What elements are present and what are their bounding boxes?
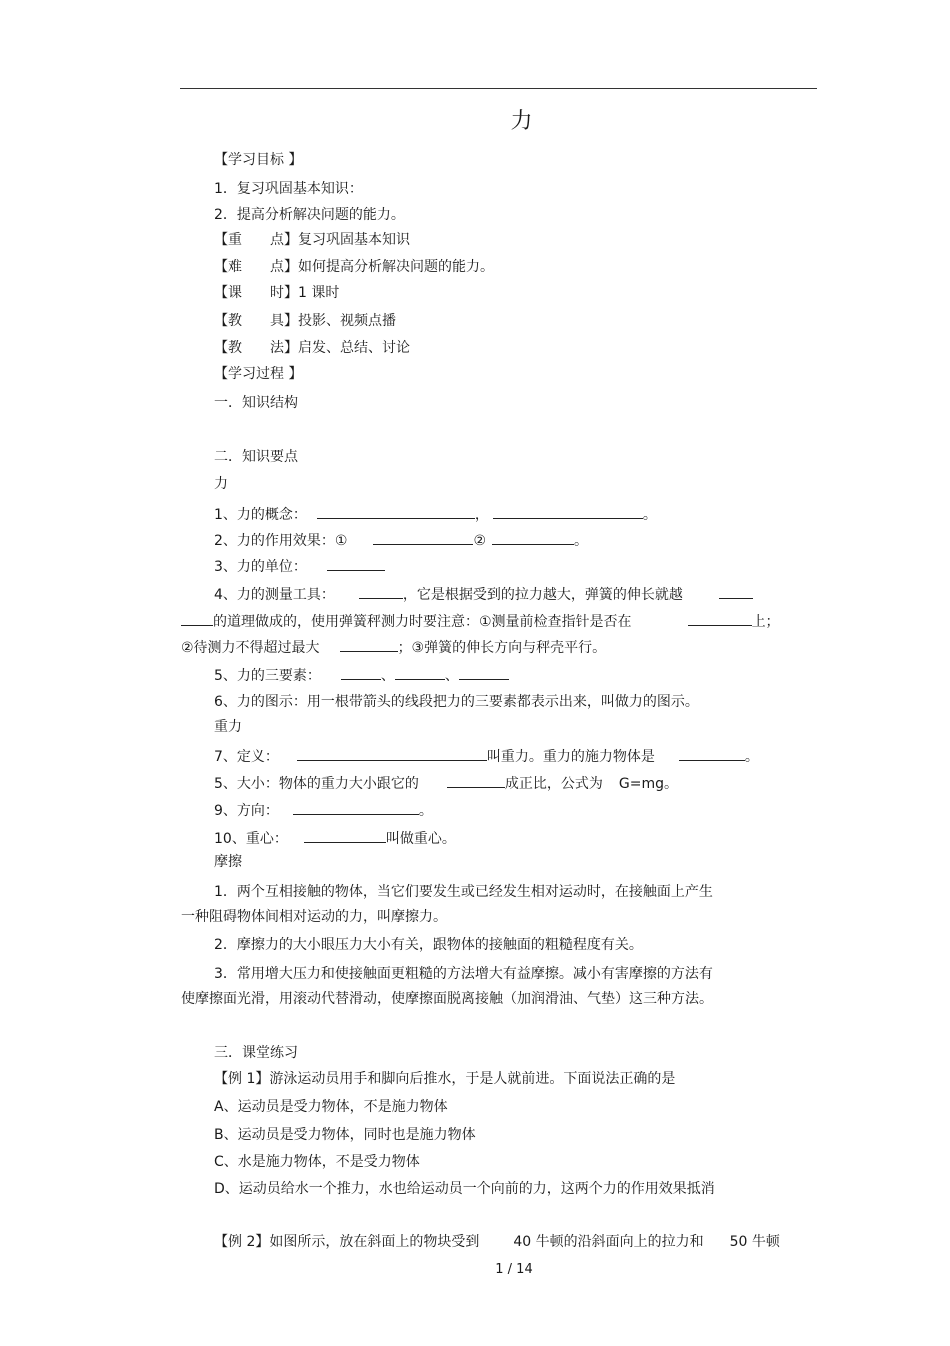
example-1-option-d: D、运动员给水一个推力，水也给运动员一个向前的力，这两个力的作用效果抵消 (214, 1181, 715, 1197)
class-period: 【课 时】1 课时 (214, 285, 340, 301)
example-1-option-c: C、水是施力物体，不是受力物体 (214, 1154, 420, 1170)
q2-blank-2[interactable] (492, 530, 574, 545)
friction-3-line-1: 3．常用增大压力和使接触面更粗糙的方法增大有益摩擦。减小有害摩擦的方法有 (214, 966, 713, 982)
q9-blank[interactable] (293, 800, 419, 815)
q5-sep-1: 、 (380, 668, 395, 684)
q1-label: 1、力的概念： (214, 507, 307, 523)
q5-blank-2[interactable] (395, 665, 445, 680)
section-class-exercise: 三．课堂练习 (214, 1045, 298, 1061)
q9-end: 。 (418, 803, 433, 819)
question-6: 6、力的图示：用一根带箭头的线段把力的三要素都表示出来，叫做力的图示。 (214, 694, 699, 710)
q4-blank-1[interactable] (359, 584, 403, 599)
example-1-option-b: B、运动员是受力物体，同时也是施力物体 (214, 1127, 476, 1143)
question-5 (214, 665, 509, 686)
process-heading: 【学习过程 】 (214, 366, 303, 382)
q4-text-f: ；③弹簧的伸长方向与秤壳平行。 (397, 640, 607, 656)
question-4-line-1 (214, 584, 753, 605)
page-number: 1 / 14 (495, 1262, 533, 1277)
question-4-line-2 (181, 611, 780, 632)
section-knowledge-structure: 一．知识结构 (214, 395, 298, 411)
subheading-gravity: 重力 (214, 719, 242, 735)
q2-end: 。 (574, 533, 589, 549)
question-7 (214, 746, 759, 767)
subheading-friction: 摩擦 (214, 854, 242, 870)
q7-label: 7、定义： (214, 749, 279, 765)
question-4-line-3 (181, 637, 606, 658)
q4-blank-4[interactable] (340, 637, 398, 652)
q4-blank-3[interactable] (688, 611, 752, 626)
q7-end: 。 (744, 749, 759, 765)
question-3 (214, 556, 385, 577)
friction-1-line-2: 一种阻碍物体间相对运动的力，叫摩擦力。 (181, 909, 447, 925)
q4-label: 4、力的测量工具： (214, 587, 335, 603)
question-10 (214, 828, 456, 849)
q4-text-e: ②待测力不得超过最大 (181, 640, 320, 656)
question-1 (214, 504, 657, 525)
page-title: 力 (510, 109, 535, 134)
objective-2: 2．提高分析解决问题的能力。 (214, 207, 405, 223)
q4-blank-2a[interactable] (719, 584, 753, 599)
q4-blank-2b[interactable] (181, 611, 213, 626)
q4-text-d: 上； (751, 614, 780, 630)
q8-label: 5、大小：物体的重力大小跟它的 (214, 776, 419, 792)
q1-end: 。 (642, 507, 657, 523)
q2-label: 2、力的作用效果：① (214, 533, 348, 549)
friction-1-line-1: 1．两个互相接触的物体，当它们要发生或已经发生相对运动时，在接触面上产生 (214, 884, 713, 900)
ex2-text-b: 40 牛顿的沿斜面向上的拉力和 (513, 1234, 704, 1250)
ex2-text-c: 50 牛顿 (729, 1234, 780, 1250)
q5-blank-3[interactable] (459, 665, 509, 680)
difficulty: 【难 点】如何提高分析解决问题的能力。 (214, 259, 494, 275)
q2-blank-1[interactable] (373, 530, 473, 545)
objective-1: 1．复习巩固基本知识： (214, 181, 363, 197)
q5-label: 5、力的三要素： (214, 668, 321, 684)
friction-3-line-2: 使摩擦面光滑，用滚动代替滑动，使摩擦面脱离接触（加润滑油、气垫）这三种方法。 (181, 991, 713, 1007)
q1-comma: ， (474, 507, 489, 523)
q3-blank[interactable] (327, 556, 385, 571)
q4-text-c: 的道理做成的，使用弹簧秤测力时要注意：①测量前检查指针是否在 (213, 614, 632, 630)
q1-blank-1[interactable] (317, 504, 475, 519)
q7-blank-2[interactable] (679, 746, 745, 761)
q5-blank-1[interactable] (341, 665, 381, 680)
q8-formula: G=mg。 (618, 776, 679, 792)
header-rule (180, 88, 817, 89)
q4-text-b: ，它是根据受到的拉力越大，弹簧的伸长就越 (402, 587, 683, 603)
ex2-text-a: 【例 2】如图所示，放在斜面上的物块受到 (214, 1234, 480, 1250)
friction-2: 2．摩擦力的大小眼压力大小有关，跟物体的接触面的粗糙程度有关。 (214, 937, 643, 953)
q10-text-b: 叫做重心。 (385, 831, 456, 847)
q7-text-b: 叫重力。重力的施力物体是 (486, 749, 655, 765)
teaching-method: 【教 法】启发、总结、讨论 (214, 340, 410, 356)
q2-circle-2: ② (473, 533, 487, 549)
q10-label: 10、重心： (214, 831, 288, 847)
example-1-question: 【例 1】游泳运动员用手和脚向后推水，于是人就前进。下面说法正确的是 (214, 1071, 676, 1087)
objectives-heading: 【学习目标 】 (214, 152, 303, 168)
q5-sep-2: 、 (444, 668, 459, 684)
question-8 (214, 773, 678, 794)
teaching-tools: 【教 具】投影、视频点播 (214, 313, 396, 329)
q9-label: 9、方向： (214, 803, 279, 819)
subheading-force: 力 (214, 476, 228, 492)
section-knowledge-points: 二．知识要点 (214, 449, 298, 465)
q3-label: 3、力的单位： (214, 559, 307, 575)
question-9 (214, 800, 433, 821)
q1-blank-2[interactable] (493, 504, 643, 519)
key-point: 【重 点】复习巩固基本知识 (214, 232, 410, 248)
example-1-option-a: A、运动员是受力物体，不是施力物体 (214, 1099, 448, 1115)
q10-blank[interactable] (304, 828, 386, 843)
question-2 (214, 530, 588, 551)
q8-blank[interactable] (447, 773, 505, 788)
q7-blank-1[interactable] (297, 746, 487, 761)
example-2-line-1 (214, 1232, 780, 1252)
q8-text-b: 成正比，公式为 (504, 776, 603, 792)
